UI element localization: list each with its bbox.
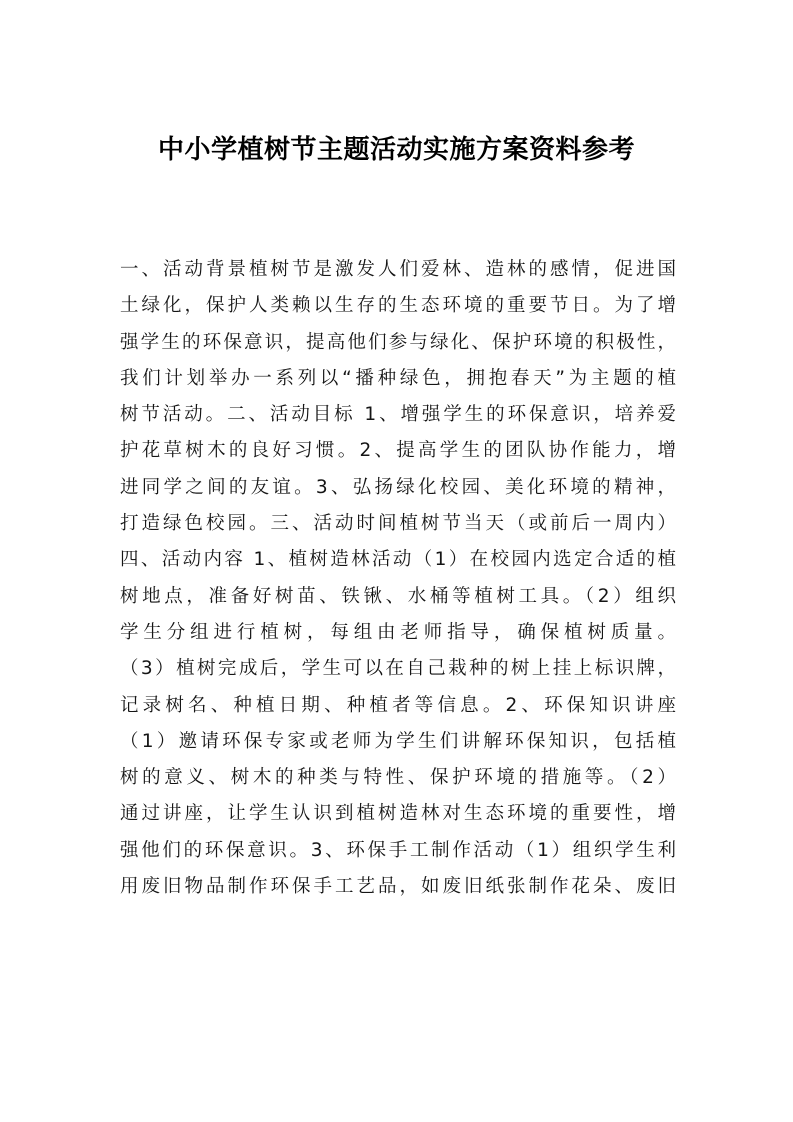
body-line: （3）植树完成后，学生可以在自己栽种的树上挂上标识牌， <box>120 658 676 680</box>
body-line: 土绿化，保护人类赖以生存的生态环境的重要节日。为了增 <box>120 295 676 317</box>
body-line: 强学生的环保意识，提高他们参与绿化、保护环境的积极性， <box>120 331 676 353</box>
document-title: 中小学植树节主题活动实施方案资料参考 <box>157 135 635 165</box>
body-line: 打造绿色校园。三、活动时间植树节当天（或前后一周内） <box>120 513 676 535</box>
body-line: 护花草树木的良好习惯。2、提高学生的团队协作能力，增 <box>120 440 676 462</box>
body-line: 用废旧物品制作环保手工艺品，如废旧纸张制作花朵、废旧 <box>120 876 676 898</box>
body-line: 记录树名、种植日期、种植者等信息。2、环保知识讲座 <box>120 694 676 716</box>
body-line: 通过讲座，让学生认识到植树造林对生态环境的重要性，增 <box>120 803 676 825</box>
body-line: 进同学之间的友谊。3、弘扬绿化校园、美化环境的精神， <box>120 476 676 498</box>
body-line: 学生分组进行植树，每组由老师指导，确保植树质量。 <box>120 621 676 643</box>
body-line: 树地点，准备好树苗、铁锹、水桶等植树工具。（2）组织 <box>120 585 676 607</box>
body-line: 树节活动。二、活动目标 1、增强学生的环保意识，培养爱 <box>120 404 676 426</box>
body-line: 四、活动内容 1、植树造林活动（1）在校园内选定合适的植 <box>120 549 676 571</box>
body-line: 树的意义、树木的种类与特性、保护环境的措施等。（2） <box>120 767 676 789</box>
document-body <box>120 252 676 905</box>
body-line: 强他们的环保意识。3、环保手工制作活动（1）组织学生利 <box>120 839 676 861</box>
body-line: 一、活动背景植树节是激发人们爱林、造林的感情，促进国 <box>120 259 676 280</box>
body-line: 我们计划举办一系列以“播种绿色，拥抱春天”为主题的植 <box>120 367 676 389</box>
body-line: （1）邀请环保专家或老师为学生们讲解环保知识，包括植 <box>120 730 676 752</box>
